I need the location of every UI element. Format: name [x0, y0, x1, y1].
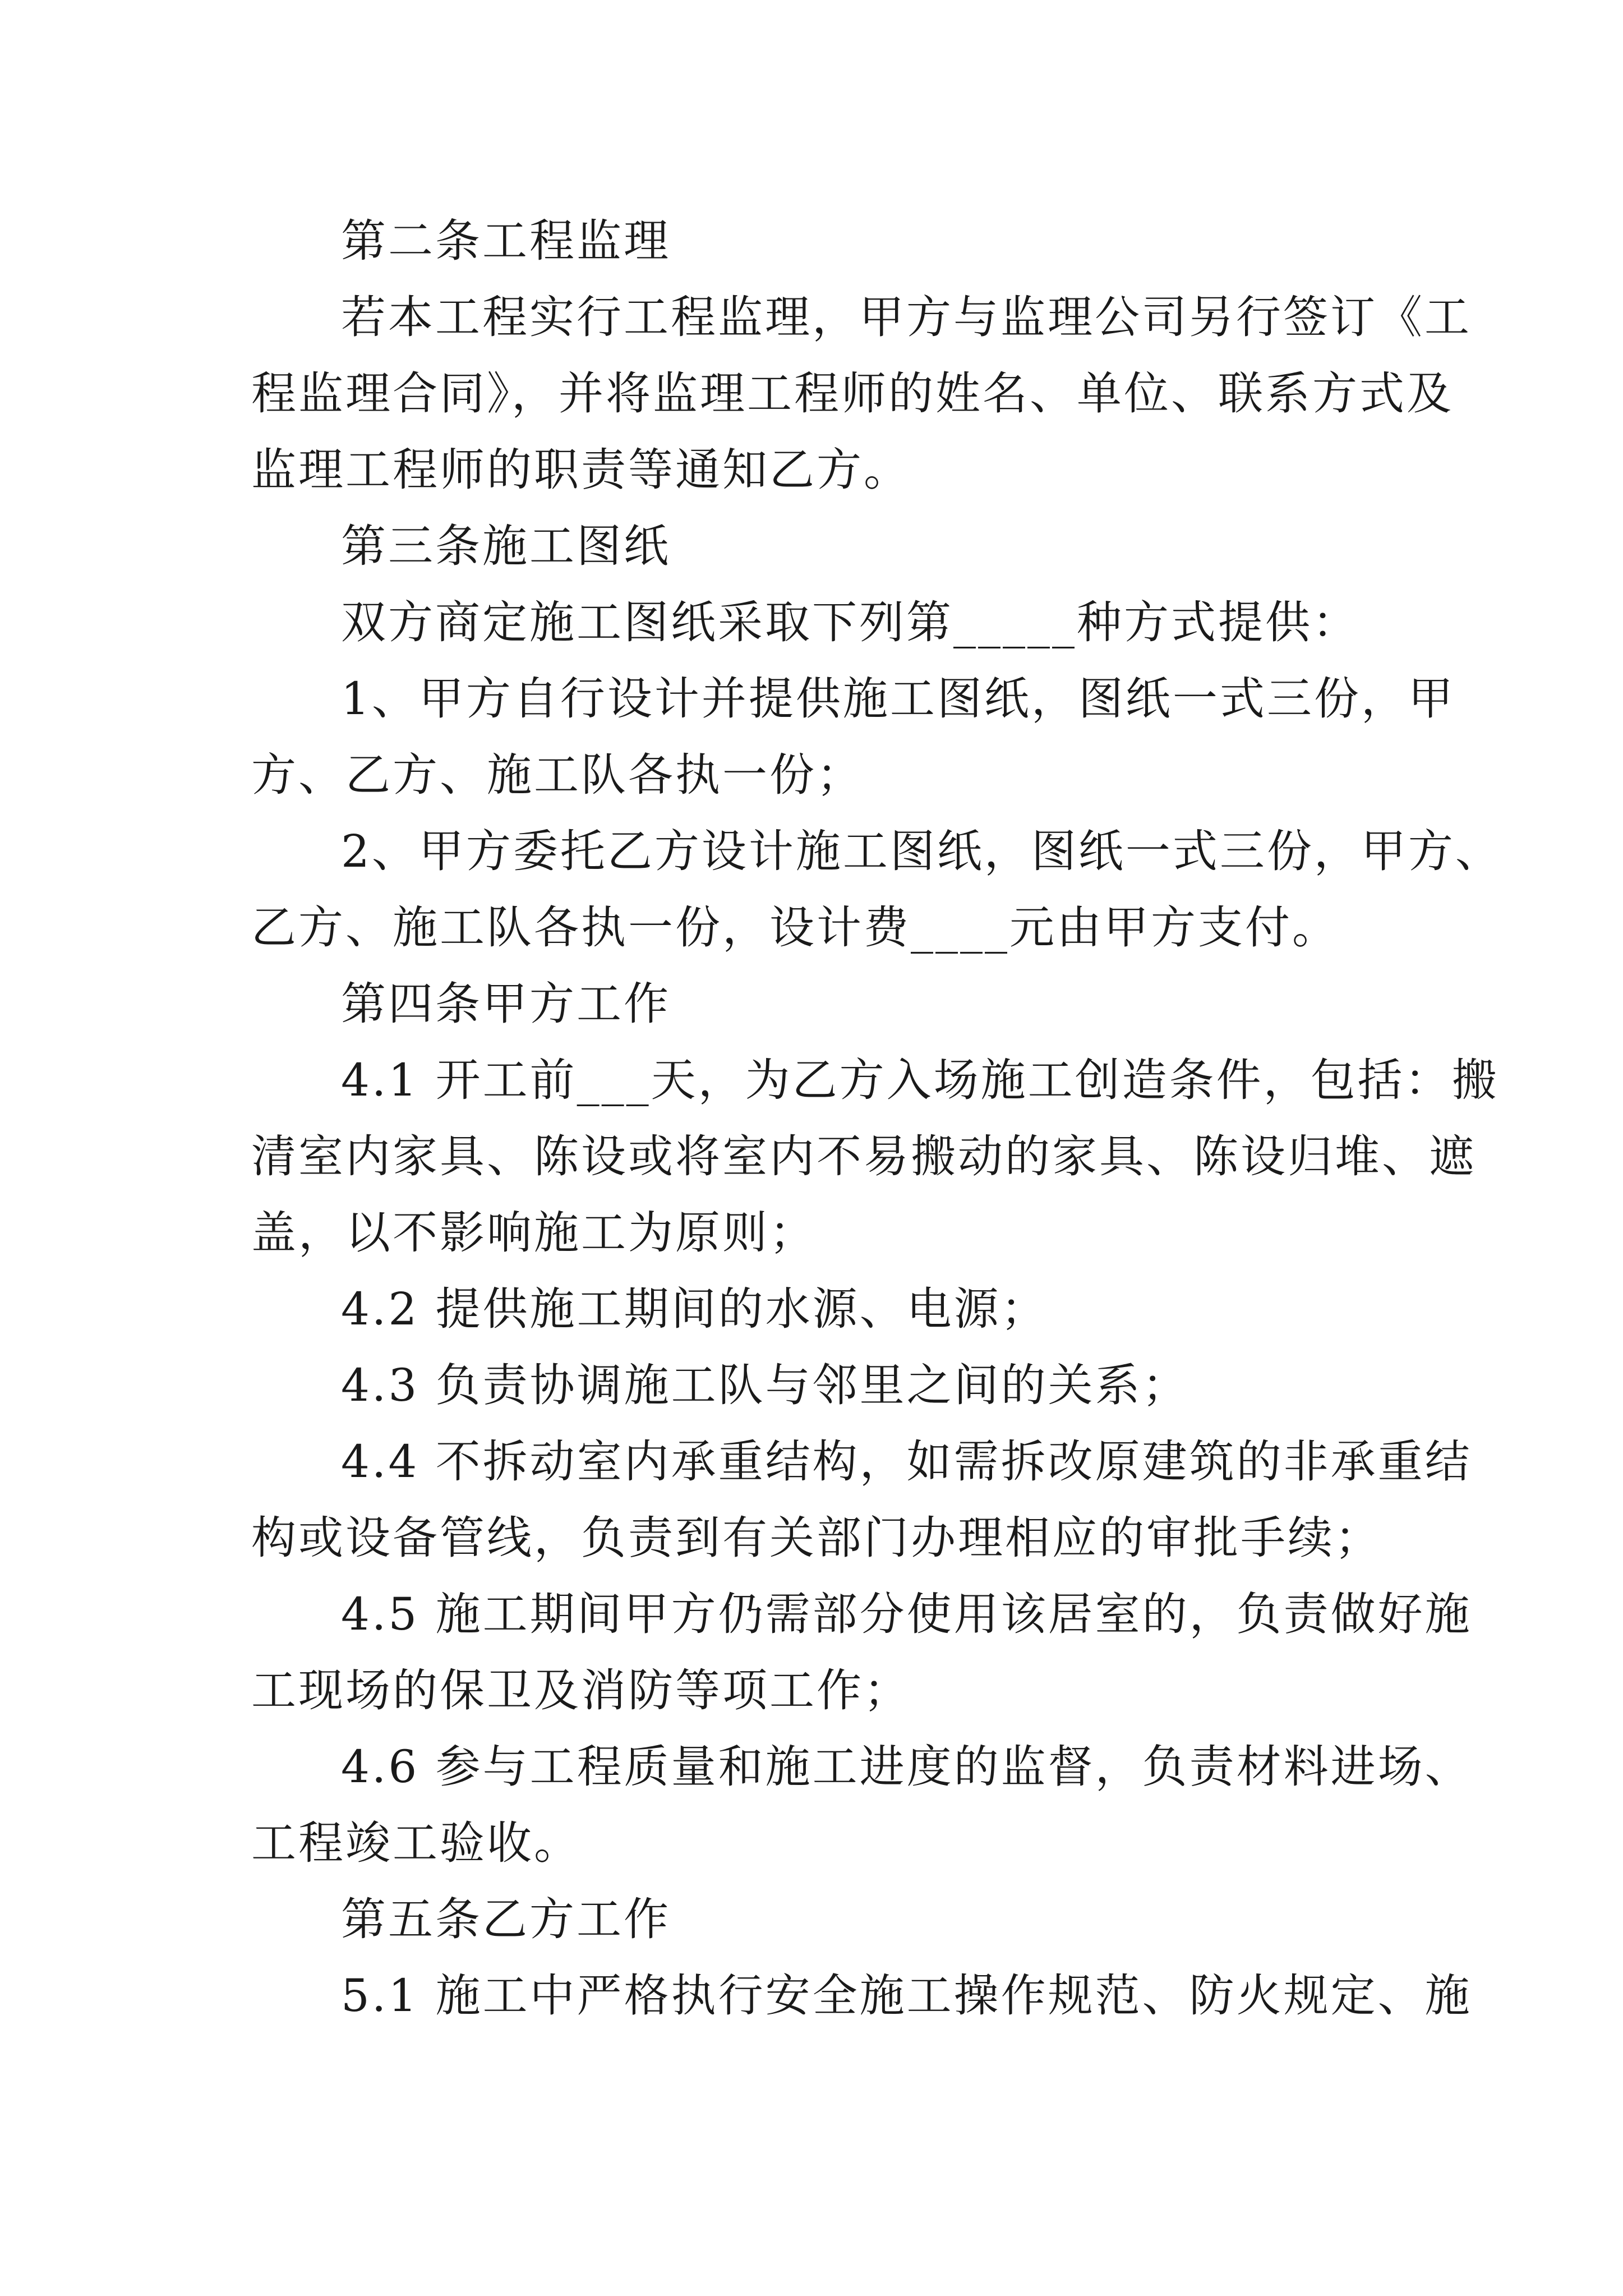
article-2-paragraph-line: 若本工程实行工程监理，甲方与监理公司另行签订《工: [341, 291, 1472, 343]
article-4-heading: 第四条甲方工作: [341, 978, 671, 1030]
article-4-item-5-line: 工现场的保卫及消防等项工作；: [251, 1664, 911, 1717]
article-2-paragraph-line: 监理工程师的职责等通知乙方。: [251, 444, 911, 496]
article-5-item-1-line: 5.1 施工中严格执行安全施工操作规范、防火规定、施: [341, 1970, 1472, 2022]
article-3-heading: 第三条施工图纸: [341, 520, 671, 572]
article-4-item-4-line: 构或设备管线，负责到有关部门办理相应的审批手续；: [251, 1512, 1382, 1564]
document-body: [251, 203, 1502, 2034]
article-4-item-3-line: 4.3 负责协调施工队与邻里之间的关系；: [341, 1359, 1189, 1411]
article-3-item-1-line: 方、乙方、施工队各执一份；: [251, 749, 864, 801]
article-4-item-4-line: 4.4 不拆动室内承重结构，如需拆改原建筑的非承重结: [341, 1435, 1472, 1488]
article-3-item-2-line: 乙方、施工队各执一份，设计费____元由甲方支付。: [251, 901, 1339, 954]
article-5-heading: 第五条乙方工作: [341, 1893, 671, 1945]
article-2-paragraph-line: 程监理合同》，并将监理工程师的姓名、单位、联系方式及: [251, 367, 1454, 420]
article-4-item-6-line: 工程竣工验收。: [251, 1817, 581, 1869]
article-3-paragraph-line: 双方商定施工图纸采取下列第_____种方式提供：: [341, 596, 1359, 648]
article-4-item-1-line: 清室内家具、陈设或将室内不易搬动的家具、陈设归堆、遮: [251, 1130, 1476, 1182]
article-4-item-2-line: 4.2 提供施工期间的水源、电源；: [341, 1283, 1048, 1335]
article-4-item-1-line: 盖，以不影响施工为原则；: [251, 1207, 817, 1259]
article-3-item-2-line: 2、甲方委托乙方设计施工图纸，图纸一式三份，甲方、: [341, 825, 1502, 877]
article-4-item-6-line: 4.6 参与工程质量和施工进度的监督，负责材料进场、: [341, 1741, 1472, 1793]
article-4-item-5-line: 4.5 施工期间甲方仍需部分使用该居室的，负责做好施: [341, 1588, 1472, 1640]
article-2-heading: 第二条工程监理: [341, 215, 671, 267]
article-3-item-1-line: 1、甲方自行设计并提供施工图纸，图纸一式三份，甲: [341, 673, 1455, 725]
article-4-item-1-line: 4.1 开工前___天，为乙方入场施工创造条件，包括：搬: [341, 1054, 1499, 1106]
